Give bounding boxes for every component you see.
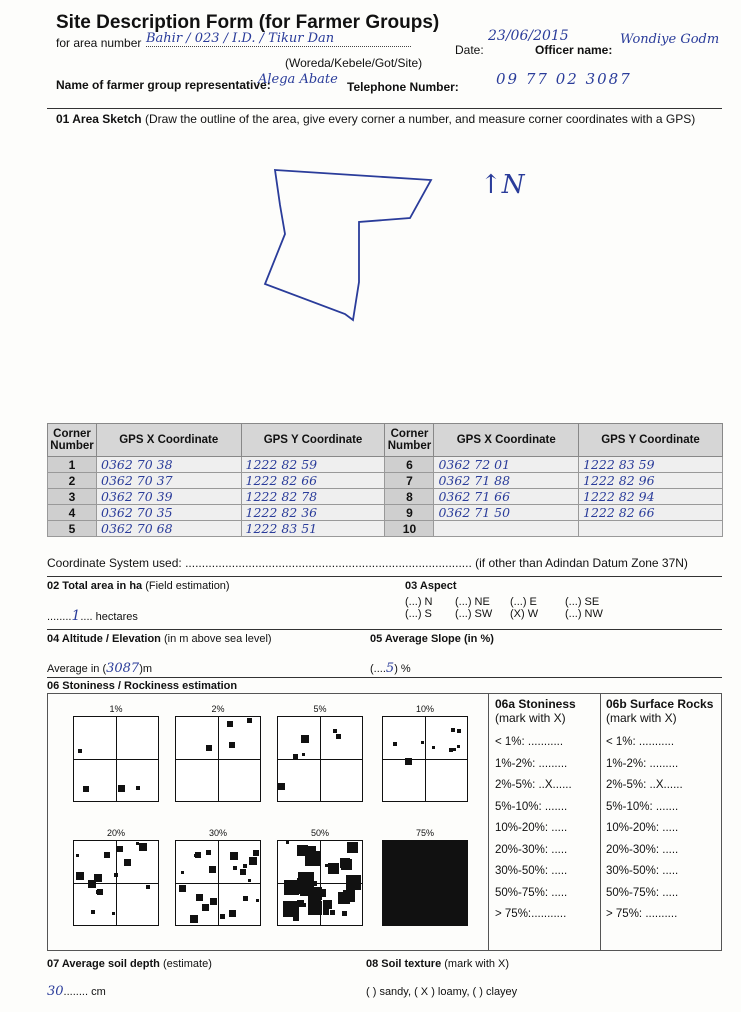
corner-number: 9 bbox=[385, 505, 434, 521]
corner-number: 5 bbox=[48, 521, 97, 537]
table-row bbox=[48, 473, 723, 489]
col-header: GPS Y Coordinate bbox=[579, 424, 723, 457]
table-row bbox=[48, 505, 723, 521]
altitude-field[interactable]: Average in (3087)m bbox=[47, 661, 153, 676]
table-header-row bbox=[48, 424, 723, 457]
stoniness-heading: 06 Stoniness / Rockiness estimation bbox=[47, 680, 238, 692]
stoniness-percent-label: 1% bbox=[109, 704, 123, 714]
phone-label: Telephone Number: bbox=[347, 80, 459, 94]
north-arrow-mark: ↑N bbox=[480, 170, 525, 200]
date-label: Date: bbox=[455, 43, 484, 57]
corner-number: 10 bbox=[385, 521, 434, 537]
representative-field[interactable]: Alega Abate bbox=[258, 72, 338, 87]
area-sketch-heading: 01 Area Sketch (Draw the outline of the area, give every corner a number, and measure corner coordinates with a GPS) bbox=[56, 112, 696, 126]
gps-x-cell[interactable]: 0362 70 38 bbox=[97, 457, 242, 473]
corner-number: 3 bbox=[48, 489, 97, 505]
gps-x-cell[interactable]: 0362 72 01 bbox=[434, 457, 579, 473]
col-header: GPS X Coordinate bbox=[97, 424, 242, 457]
stoniness-percent-label: 2% bbox=[211, 704, 225, 714]
woreda-hint: (Woreda/Kebele/Got/Site) bbox=[285, 56, 423, 70]
gps-y-cell[interactable]: 1222 82 66 bbox=[579, 505, 723, 521]
stoniness-reference-square bbox=[277, 716, 363, 802]
total-area-heading: 02 Total area in ha (Field estimation) bbox=[47, 580, 230, 592]
gps-x-cell[interactable] bbox=[434, 521, 579, 537]
stoniness-reference-square bbox=[382, 716, 468, 802]
gps-x-cell[interactable]: 0362 70 68 bbox=[97, 521, 242, 537]
date-field[interactable]: 23/06/2015 bbox=[488, 28, 569, 44]
gps-coordinates-table bbox=[47, 423, 723, 537]
gps-x-cell[interactable]: 0362 71 66 bbox=[434, 489, 579, 505]
representative-label: Name of farmer group representative: bbox=[56, 78, 271, 92]
stoniness-reference-square bbox=[277, 840, 363, 926]
stoniness-percent-label: 50% bbox=[310, 828, 329, 838]
surface-rocks-col-title: 06b Surface Rocks (mark with X) bbox=[606, 697, 714, 725]
gps-y-cell[interactable]: 1222 82 96 bbox=[579, 473, 723, 489]
soil-texture-options[interactable]: ( ) sandy, ( X ) loamy, ( ) clayey bbox=[366, 986, 518, 998]
stoniness-options[interactable]: < 1%: ........... 1%-2%: ......... 2%-5%: ..X...... 5%-10%: ....... 10%-20%: ..... 20%-30%: ..... 30%-50%: ..... 50%-75%: ..... > 75%:........... bbox=[495, 736, 572, 920]
stoniness-percent-label: 20% bbox=[106, 828, 125, 838]
stoniness-reference-square bbox=[175, 840, 261, 926]
aspect-heading: 03 Aspect bbox=[405, 580, 457, 592]
corner-number: 1 bbox=[48, 457, 97, 473]
stoniness-percent-label: 75% bbox=[415, 828, 434, 838]
form-title: Site Description Form (for Farmer Groups) bbox=[56, 12, 440, 33]
col-header: Corner Number bbox=[385, 424, 434, 457]
corner-number: 4 bbox=[48, 505, 97, 521]
corner-number: 6 bbox=[385, 457, 434, 473]
gps-x-cell[interactable]: 0362 71 50 bbox=[434, 505, 579, 521]
gps-y-cell[interactable]: 1222 82 78 bbox=[241, 489, 385, 505]
table-row bbox=[48, 457, 723, 473]
gps-x-cell[interactable]: 0362 70 35 bbox=[97, 505, 242, 521]
stoniness-reference-square bbox=[382, 840, 468, 926]
stoniness-reference-square bbox=[73, 840, 159, 926]
table-row bbox=[48, 489, 723, 505]
stoniness-reference-square bbox=[73, 716, 159, 802]
stoniness-reference-square bbox=[175, 716, 261, 802]
corner-number: 7 bbox=[385, 473, 434, 489]
soil-depth-field[interactable]: 30........ cm bbox=[47, 984, 106, 999]
gps-y-cell[interactable]: 1222 83 59 bbox=[579, 457, 723, 473]
total-area-field[interactable]: ........1.... hectares bbox=[47, 608, 138, 624]
aspect-options[interactable]: (...) N (...) NE (...) E (...) SE (...) S (...) SW (X) W (...) NW bbox=[405, 596, 603, 620]
gps-x-cell[interactable]: 0362 70 39 bbox=[97, 489, 242, 505]
col-header: Corner Number bbox=[48, 424, 97, 457]
corner-number: 2 bbox=[48, 473, 97, 489]
soil-depth-heading: 07 Average soil depth (estimate) bbox=[47, 958, 212, 970]
gps-y-cell[interactable]: 1222 82 66 bbox=[241, 473, 385, 489]
coordinate-system-row[interactable]: Coordinate System used: ...................................................................................... (if other than Adindan Datum Zone 37N) bbox=[47, 556, 688, 570]
slope-field[interactable]: (....5) % bbox=[370, 661, 411, 676]
slope-heading: 05 Average Slope (in %) bbox=[370, 633, 494, 645]
gps-y-cell[interactable]: 1222 82 94 bbox=[579, 489, 723, 505]
stoniness-percent-label: 10% bbox=[415, 704, 434, 714]
gps-y-cell[interactable]: 1222 82 59 bbox=[241, 457, 385, 473]
table-row bbox=[48, 521, 723, 537]
altitude-heading: 04 Altitude / Elevation (in m above sea level) bbox=[47, 633, 272, 645]
surface-rocks-options[interactable]: < 1%: ........... 1%-2%: ......... 2%-5%: ..X...... 5%-10%: ....... 10%-20%: ..... 20%-30%: ..... 30%-50%: ..... 50%-75%: ..... > 75%: .......... bbox=[606, 736, 683, 920]
gps-y-cell[interactable]: 1222 83 51 bbox=[241, 521, 385, 537]
gps-y-cell[interactable] bbox=[579, 521, 723, 537]
phone-field[interactable]: 09 77 02 3087 bbox=[496, 70, 632, 88]
stoniness-col-title: 06a Stoniness (mark with X) bbox=[495, 697, 576, 725]
area-sketch-drawing bbox=[255, 160, 445, 330]
area-number-field[interactable]: Bahir / 023 / I.D. / Tikur Dan bbox=[146, 31, 411, 47]
gps-y-cell[interactable]: 1222 82 36 bbox=[241, 505, 385, 521]
stoniness-percent-label: 5% bbox=[313, 704, 327, 714]
corner-number: 8 bbox=[385, 489, 434, 505]
soil-texture-heading: 08 Soil texture (mark with X) bbox=[366, 958, 510, 970]
col-header: GPS Y Coordinate bbox=[241, 424, 385, 457]
officer-field[interactable]: Wondiye Godm bbox=[620, 32, 720, 47]
stoniness-percent-label: 30% bbox=[208, 828, 227, 838]
officer-label: Officer name: bbox=[535, 43, 613, 57]
col-header: GPS X Coordinate bbox=[434, 424, 579, 457]
area-number-label: for area number bbox=[56, 36, 142, 50]
gps-x-cell[interactable]: 0362 71 88 bbox=[434, 473, 579, 489]
gps-x-cell[interactable]: 0362 70 37 bbox=[97, 473, 242, 489]
